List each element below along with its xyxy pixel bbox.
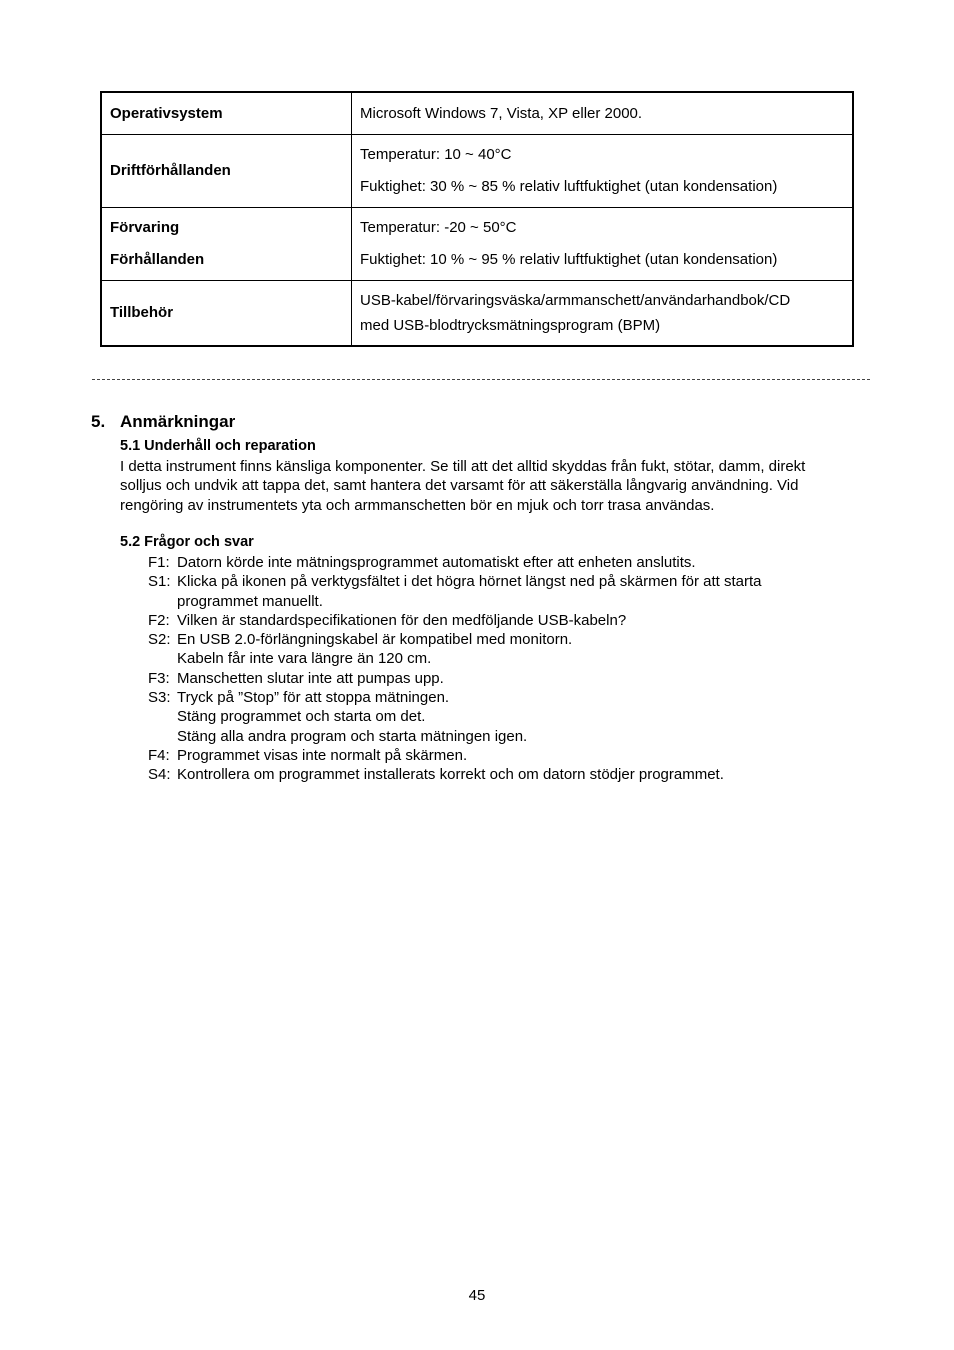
item-tag: F2: (148, 611, 170, 629)
paragraph-line: I detta instrument finns känsliga komponenter. Se till att det alltid skyddas från fukt, stötar, damm, direkt (120, 458, 806, 475)
item-line: Stäng alla andra program och starta mätningen igen. (177, 727, 528, 745)
item-line: Klicka på ikonen på verktygsfältet i det högra hörnet längst ned på skärmen för att starta (177, 573, 762, 591)
item-line: En USB 2.0-förlängningskabel är kompatibel med monitorn. (177, 631, 573, 649)
maintenance-heading: 5.1 Underhåll och reparation (120, 438, 316, 454)
item-tag: F3: (148, 669, 170, 687)
value-line: Microsoft Windows 7, Vista, XP eller 2000. (360, 104, 643, 122)
section-number: 5. (91, 412, 106, 431)
item-line: Kabeln får inte vara längre än 120 cm. (177, 650, 432, 668)
value-line: Fuktighet: 10 % ~ 95 % relativ luftfuktighet (utan kondensation) (360, 251, 778, 268)
row-label (101, 135, 352, 208)
item-tag: F4: (148, 746, 170, 764)
value-line: Temperatur: -20 ~ 50°C (360, 219, 517, 236)
item-tag: S1: (148, 573, 171, 591)
faq-heading: 5.2 Frågor och svar (120, 534, 254, 550)
item-tag: S4: (148, 766, 171, 784)
value-line: USB-kabel/förvaringsväska/armmanschett/användarhandbok/CD (360, 292, 791, 309)
label-line: Förhållanden (110, 251, 205, 268)
item-tag: F1: (148, 554, 170, 571)
list-item (148, 553, 860, 572)
row-label (101, 208, 352, 281)
item-line: Vilken är standardspecifikationen för den medföljande USB-kabeln? (177, 611, 627, 629)
table-row (101, 208, 853, 281)
item-line: Stäng programmet och starta om det. (177, 708, 426, 726)
item-line: Manschetten slutar inte att pumpas upp. (177, 669, 444, 687)
value-line: med USB-blodtrycksmätningsprogram (BPM) (360, 317, 661, 334)
table-row (101, 135, 853, 208)
label-line: Operativsystem (110, 104, 223, 122)
faq-list (148, 553, 860, 785)
item-line: Kontrollera om programmet installerats korrekt och om datorn stödjer programmet. (177, 766, 724, 784)
row-label (101, 281, 352, 347)
maintenance-paragraph (120, 457, 860, 515)
item-line: Programmet visas inte normalt på skärmen. (177, 746, 468, 764)
list-item (148, 765, 860, 784)
list-item (148, 688, 860, 746)
row-value (352, 208, 854, 281)
label-line: Driftförhållanden (110, 162, 231, 179)
list-item (148, 746, 860, 765)
row-label (101, 92, 352, 135)
section-title: Anmärkningar (120, 412, 236, 431)
dashed-divider (92, 379, 870, 380)
specifications-table (100, 91, 854, 347)
label-line: Förvaring (110, 219, 180, 236)
value-line: Temperatur: 10 ~ 40°C (360, 146, 512, 163)
list-item (148, 630, 860, 669)
label-line: Tillbehör (110, 304, 174, 321)
list-item (148, 572, 860, 611)
row-value (352, 135, 854, 208)
value-line: Fuktighet: 30 % ~ 85 % relativ luftfuktighet (utan kondensation) (360, 178, 778, 195)
item-line: Tryck på ”Stop” för att stoppa mätningen. (177, 689, 450, 707)
page-number: 45 (468, 1287, 486, 1304)
row-value (352, 281, 854, 347)
item-line: programmet manuellt. (177, 592, 323, 610)
section-heading (91, 412, 235, 432)
row-value (352, 92, 854, 135)
item-tag: S3: (148, 689, 171, 707)
table-row (101, 281, 853, 347)
item-line: Datorn körde inte mätningsprogrammet automatiskt efter att enheten anslutits. (177, 554, 696, 571)
paragraph-line: solljus och undvik att tappa det, samt hantera det varsamt för att säkerställa långvarig användning. Vid (120, 477, 799, 495)
paragraph-line: rengöring av instrumentets yta och armmanschetten bör en mjuk och torr trasa användas. (120, 496, 715, 514)
table-row (101, 92, 853, 135)
item-tag: S2: (148, 631, 171, 649)
list-item (148, 669, 860, 688)
list-item (148, 611, 860, 630)
